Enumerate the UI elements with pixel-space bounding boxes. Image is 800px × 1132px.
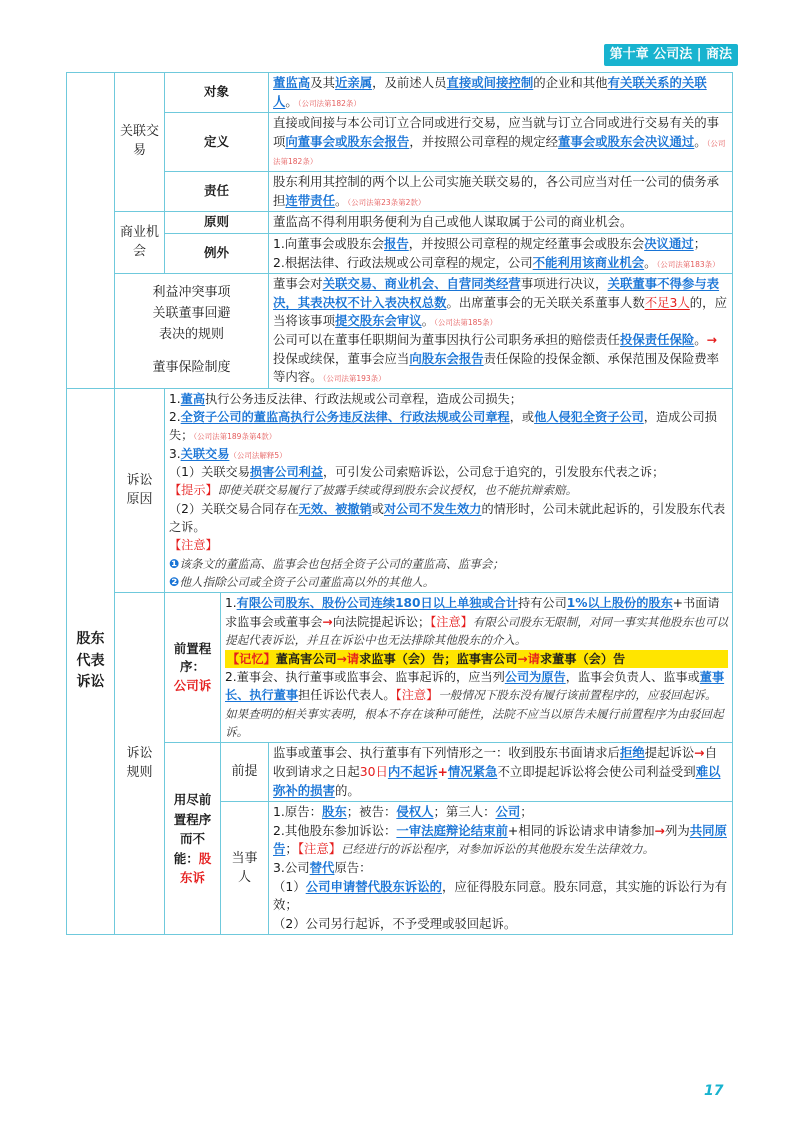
- opportunity-exception-text: 1.向董事会或股东会报告，并按照公司章程的规定经董事会或股东会决议通过； 2.根据法律、行政法规或公司章程的规定，公司不能利用该商业机会。（公司法第183条）: [269, 234, 733, 274]
- row-related-object: [67, 73, 733, 113]
- row-derivative-cause: [67, 388, 733, 593]
- party-text: 1.原告：股东；被告：侵权人；第三人：公司； 2.其他股东参加诉讼：一审法庭辩论结束前+相同的诉讼请求申请参加→列为共同原告；【注意】已经进行的诉讼程序，对参加诉讼的其他股东发生法律效力。 3.公司替代原告： （1）公司申请替代股东诉讼的，应征得股东同意。股东同意，其实施的诉讼行为有效； （2）公司另行起诉，不予受理或驳回起诉。: [269, 802, 733, 935]
- related-liability-text: 股东利用其控制的两个以上公司实施关联交易的，各公司应当对任一公司的债务承担连带责任。（公司法第23条第2款）: [269, 172, 733, 212]
- pre-text: 1.有限公司股东、股份公司连续180日以上单独或合计持有公司1%以上股份的股东+书面请求监事会或董事会→向法院提起诉讼；【注意】有限公司股东无限制，对同一事实其他股东也可以提起代表诉讼，并且在诉讼中也无法排除其他股东的介入。 【记忆】董高害公司→请求监事（会）告；监事害公司→请求董事（会）告 2.董事会、执行董事或监事会、监事起诉的，应当列公司为原告，监事会负责人、监事或董事长、执行董事担任诉讼代表人。【注意】一般情况下股东没有履行该前置程序的，应驳回起诉。如果查明的相关事实表明，根本不存在该种可能性，法院不应当以原告未履行前置程序为由驳回起诉。: [221, 593, 733, 743]
- conflict-insurance-text: 董事会对关联交易、商业机会、自营同类经营事项进行决议，关联董事不得参与表决，其表决权不计入表决权总数。出席董事会的无关联关系董事人数不足3人的，应当将该事项提交股东会审议。（公司法第185条） 公司可以在董事任职期间为董事因执行公司职务承担的赔偿责任投保责任保险。→投保或续保，董事会应当向股东会报告责任保险的投保金额、承保范围及保险费率等内容。（公司法第193条）: [269, 274, 733, 389]
- related-liability-label: 责任: [165, 172, 269, 212]
- derivative-title: 股东 代表 诉讼: [67, 388, 115, 934]
- conflict-insurance-title: 利益冲突事项 关联董事回避 表决的规则 董事保险制度: [115, 274, 269, 389]
- related-definition-label: 定义: [165, 113, 269, 172]
- row-related-liability: [67, 172, 733, 212]
- chapter-tag: 第十章 公司法 | 商法: [604, 44, 738, 66]
- exhaust-title: 用尽前 置程序 而不 能：股 东诉: [165, 743, 221, 935]
- opportunity-principle-label: 原则: [165, 212, 269, 234]
- row-rules-pre: [67, 593, 733, 743]
- row-related-definition: [67, 113, 733, 172]
- row-opportunity-exception: [67, 234, 733, 274]
- pre-title: 前置程 序： 公司诉: [165, 593, 221, 743]
- row-exhaust-premise: [67, 743, 733, 802]
- opportunity-exception-label: 例外: [165, 234, 269, 274]
- premise-text: 监事或董事会、执行董事有下列情形之一：收到股东书面请求后拒绝提起诉讼→自收到请求之日起30日内不起诉+情况紧急不立即提起诉讼将会使公司利益受到难以弥补的损害的。: [269, 743, 733, 802]
- content-table: [66, 72, 733, 935]
- cause-title: 诉讼 原因: [115, 388, 165, 593]
- opportunity-title: 商业机会: [115, 212, 165, 274]
- related-definition-text: 直接或间接与本公司订立合同或进行交易，应当就与订立合同或进行交易有关的事项向董事会或股东会报告，并按照公司章程的规定经董事会或股东会决议通过。（公司法第182条）: [269, 113, 733, 172]
- party-label: 当事 人: [221, 802, 269, 935]
- blank-top-left: [67, 73, 115, 389]
- row-conflict-insurance: [67, 274, 733, 389]
- related-object-text: 董监高及其近亲属，及前述人员直接或间接控制的企业和其他有关联关系的关联人。（公司法第182条）: [269, 73, 733, 113]
- page-number: 17: [704, 1083, 724, 1099]
- rules-title: 诉讼 规则: [115, 593, 165, 935]
- row-opportunity-principle: [67, 212, 733, 234]
- related-title: 关联交易: [115, 73, 165, 212]
- premise-label: 前提: [221, 743, 269, 802]
- opportunity-principle-text: 董监高不得利用职务便利为自己或他人谋取属于公司的商业机会。: [269, 212, 733, 234]
- cause-text: 1.董高执行公务违反法律、行政法规或公司章程，造成公司损失； 2.全资子公司的董监高执行公务违反法律、行政法规或公司章程，或他人侵犯全资子公司，造成公司损失；（公司法第189条第4款） 3.关联交易（公司法解释5） （1）关联交易损害公司利益，可引发公司索赔诉讼，公司怠于追究的，引发股东代表之诉； 【提示】即使关联交易履行了披露手续或得到股东会议授权，也不能抗辩索赔。 （2）关联交易合同存在无效、被撤销或对公司不发生效力的情形时，公司未就此起诉的，引发股东代表之诉。 【注意】 ❶该条文的董监高、监事会也包括全资子公司的董监高、监事会； ❷他人指除公司或全资子公司董监高以外的其他人。: [165, 388, 733, 593]
- related-object-label: 对象: [165, 73, 269, 113]
